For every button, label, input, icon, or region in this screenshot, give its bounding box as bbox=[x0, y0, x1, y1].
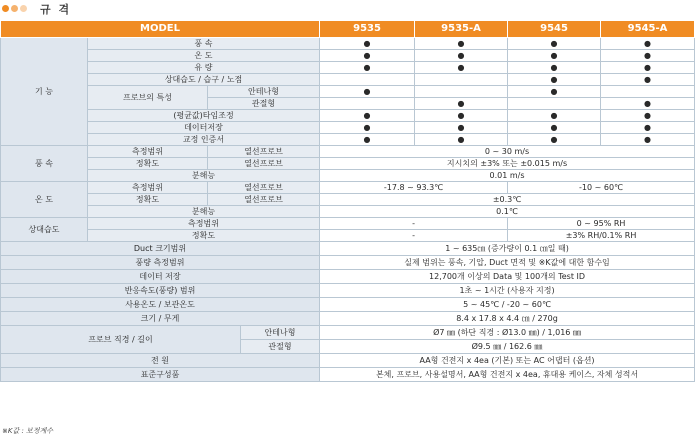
header-model-9545: 9545 bbox=[508, 21, 601, 38]
temperature-resolution-value: 0.1℃ bbox=[320, 206, 695, 218]
table-row bbox=[1, 354, 695, 368]
power-label: 전 원 bbox=[1, 354, 320, 368]
package-value: 본체, 프로브, 사용설명서, AA형 건전지 x 4ea, 휴대용 케이스, 자체 성적서 bbox=[320, 368, 695, 382]
feature-dot: ● bbox=[415, 38, 508, 50]
table-row bbox=[1, 194, 695, 206]
wind-accuracy-probe: 열선프로브 bbox=[208, 158, 320, 170]
feature-dot bbox=[508, 98, 601, 110]
feature-dot bbox=[320, 74, 415, 86]
temperature-range-label: 측정범위 bbox=[88, 182, 208, 194]
feature-dot bbox=[415, 74, 508, 86]
feature-dot: ● bbox=[601, 62, 695, 74]
wind-range-value: 0 ~ 30 m/s bbox=[320, 146, 695, 158]
temperature-accuracy-label: 정확도 bbox=[88, 194, 208, 206]
feature-dot: ● bbox=[415, 50, 508, 62]
feature-dot: ● bbox=[415, 98, 508, 110]
table-row bbox=[1, 62, 695, 74]
row-label: 상대습도 / 습구 / 노점 bbox=[88, 74, 320, 86]
wind-accuracy-label: 정확도 bbox=[88, 158, 208, 170]
temperature-group-label: 온 도 bbox=[1, 182, 88, 218]
feature-dot: ● bbox=[601, 50, 695, 62]
title-bullet-dots bbox=[2, 5, 29, 13]
feature-dot: ● bbox=[601, 134, 695, 146]
header-model: MODEL bbox=[1, 21, 320, 38]
feature-dot: ● bbox=[508, 38, 601, 50]
footnote: ※K값 : 보정계수 bbox=[2, 427, 54, 435]
table-row bbox=[1, 158, 695, 170]
feature-dot bbox=[320, 98, 415, 110]
spec-value: 실제 범위는 풍속, 기압, Duct 면적 및 ※K값에 대한 함수임 bbox=[320, 256, 695, 270]
feature-dot: ● bbox=[415, 62, 508, 74]
spec-label: 사용온도 / 보관온도 bbox=[1, 298, 320, 312]
function-group-label: 기 능 bbox=[1, 38, 88, 146]
humidity-range-value-a: - bbox=[320, 218, 508, 230]
table-row bbox=[1, 312, 695, 326]
feature-dot: ● bbox=[508, 74, 601, 86]
feature-dot: ● bbox=[508, 62, 601, 74]
feature-dot: ● bbox=[508, 122, 601, 134]
header-model-9545-a: 9545-A bbox=[601, 21, 695, 38]
section-title: 규 격 bbox=[40, 3, 72, 16]
temperature-range-value-b: -10 ~ 60℃ bbox=[508, 182, 695, 194]
temperature-accuracy-value: ±0.3℃ bbox=[320, 194, 695, 206]
table-row bbox=[1, 182, 695, 194]
spec-label: Duct 크기범위 bbox=[1, 242, 320, 256]
table-row bbox=[1, 74, 695, 86]
row-label: 유 량 bbox=[88, 62, 320, 74]
feature-dot: ● bbox=[415, 134, 508, 146]
table-row bbox=[1, 146, 695, 158]
feature-dot: ● bbox=[320, 110, 415, 122]
row-label: 온 도 bbox=[88, 50, 320, 62]
row-label: 교정 인증서 bbox=[88, 134, 320, 146]
probe-joint-value: Ø9.5 ㎜ / 162.6 ㎜ bbox=[320, 340, 695, 354]
feature-dot: ● bbox=[601, 38, 695, 50]
table-row bbox=[1, 270, 695, 284]
header-row bbox=[1, 21, 695, 38]
bullet-dot-2 bbox=[11, 5, 18, 12]
header-model-9535: 9535 bbox=[320, 21, 415, 38]
feature-dot: ● bbox=[415, 110, 508, 122]
feature-dot: ● bbox=[415, 122, 508, 134]
temperature-range-probe: 열선프로브 bbox=[208, 182, 320, 194]
feature-dot: ● bbox=[320, 62, 415, 74]
probe-antenna-label: 안테나형 bbox=[241, 326, 320, 340]
spec-label: 데이터 저장 bbox=[1, 270, 320, 284]
feature-dot: ● bbox=[320, 122, 415, 134]
row-label: 안테나형 bbox=[208, 86, 320, 98]
humidity-accuracy-label: 정확도 bbox=[88, 230, 320, 242]
header-model-9535-a: 9535-A bbox=[415, 21, 508, 38]
feature-dot: ● bbox=[508, 110, 601, 122]
spec-label: 크기 / 무게 bbox=[1, 312, 320, 326]
probe-antenna-value: Ø7 ㎜ (하단 직경 : Ø13.0 ㎜) / 1,016 ㎜ bbox=[320, 326, 695, 340]
humidity-accuracy-value-b: ±3% RH/0.1% RH bbox=[508, 230, 695, 242]
table-row bbox=[1, 242, 695, 256]
table-row bbox=[1, 110, 695, 122]
wind-group-label: 풍 속 bbox=[1, 146, 88, 182]
temperature-resolution-label: 분해능 bbox=[88, 206, 320, 218]
table-row bbox=[1, 298, 695, 312]
feature-dot: ● bbox=[320, 50, 415, 62]
table-row bbox=[1, 230, 695, 242]
wind-resolution-value: 0.01 m/s bbox=[320, 170, 695, 182]
feature-dot: ● bbox=[508, 50, 601, 62]
power-value: AA형 건전지 x 4ea (기본) 또는 AC 어댑터 (옵션) bbox=[320, 354, 695, 368]
feature-dot: ● bbox=[320, 86, 415, 98]
bullet-dot-3 bbox=[20, 5, 27, 12]
feature-dot: ● bbox=[601, 74, 695, 86]
spec-label: 풍량 측정범위 bbox=[1, 256, 320, 270]
row-label: (평균값)타임조정 bbox=[88, 110, 320, 122]
probe-joint-label: 관절형 bbox=[241, 340, 320, 354]
wind-accuracy-value: 지시치의 ±3% 또는 ±0.015 m/s bbox=[320, 158, 695, 170]
table-row bbox=[1, 206, 695, 218]
row-label: 관절형 bbox=[208, 98, 320, 110]
humidity-range-label: 측정범위 bbox=[88, 218, 320, 230]
spec-value: 5 ~ 45℃ / -20 ~ 60℃ bbox=[320, 298, 695, 312]
spec-value: 1 ~ 635㎝ (증가량이 0.1 ㎝일 때) bbox=[320, 242, 695, 256]
humidity-group-label: 상대습도 bbox=[1, 218, 88, 242]
wind-resolution-label: 분해능 bbox=[88, 170, 320, 182]
spec-value: 8.4 x 17.8 x 4.4 ㎝ / 270g bbox=[320, 312, 695, 326]
probe-size-label: 프로브 직경 / 길이 bbox=[1, 326, 241, 354]
table-row bbox=[1, 284, 695, 298]
section-title-bar bbox=[0, 0, 600, 18]
temperature-accuracy-probe: 열선프로브 bbox=[208, 194, 320, 206]
feature-dot: ● bbox=[320, 38, 415, 50]
bullet-dot-1 bbox=[2, 5, 9, 12]
wind-range-label: 측정범위 bbox=[88, 146, 208, 158]
row-label: 데이터저장 bbox=[88, 122, 320, 134]
table-row bbox=[1, 122, 695, 134]
row-label: 풍 속 bbox=[88, 38, 320, 50]
humidity-accuracy-value-a: - bbox=[320, 230, 508, 242]
table-row bbox=[1, 134, 695, 146]
feature-dot: ● bbox=[508, 86, 601, 98]
table-row bbox=[1, 170, 695, 182]
feature-dot: ● bbox=[601, 110, 695, 122]
feature-dot: ● bbox=[320, 134, 415, 146]
table-row bbox=[1, 218, 695, 230]
temperature-range-value-a: -17.8 ~ 93.3℃ bbox=[320, 182, 508, 194]
feature-dot: ● bbox=[601, 98, 695, 110]
spec-value: 1초 ~ 1시간 (사용자 지정) bbox=[320, 284, 695, 298]
table-row bbox=[1, 50, 695, 62]
table-row bbox=[1, 86, 695, 98]
table-row bbox=[1, 326, 695, 340]
feature-dot bbox=[601, 86, 695, 98]
spec-label: 반응속도(풍량) 범위 bbox=[1, 284, 320, 298]
humidity-range-value-b: 0 ~ 95% RH bbox=[508, 218, 695, 230]
table-row bbox=[1, 38, 695, 50]
feature-dot bbox=[415, 86, 508, 98]
spec-value: 12,700개 이상의 Data 및 100개의 Test ID bbox=[320, 270, 695, 284]
table-row bbox=[1, 256, 695, 270]
package-label: 표준구성품 bbox=[1, 368, 320, 382]
feature-dot: ● bbox=[601, 122, 695, 134]
feature-dot: ● bbox=[508, 134, 601, 146]
table-row bbox=[1, 368, 695, 382]
spec-table bbox=[0, 20, 695, 382]
wind-range-probe: 열선프로브 bbox=[208, 146, 320, 158]
probe-characteristics-label: 프로브의 특성 bbox=[88, 86, 208, 110]
